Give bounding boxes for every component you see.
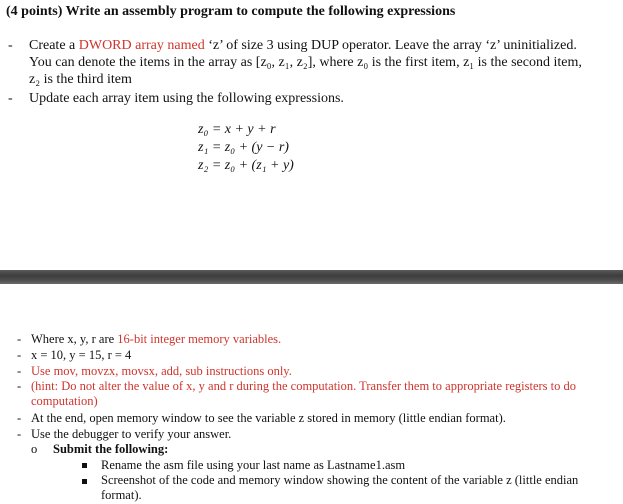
bullet-allowed-instructions: Use mov, movzx, movsx, add, sub instructions only. bbox=[31, 364, 292, 378]
screenshot-line1: Screenshot of the code and memory window showing the content of the variable z (little endian bbox=[101, 473, 579, 487]
bullet-create-array-line1: Create a DWORD array named ‘z’ of size 3 using DUP operator. Leave the array ‘z’ uninitialized. bbox=[29, 38, 577, 53]
bullet-marker: - bbox=[17, 332, 22, 346]
bullet-marker: - bbox=[17, 411, 22, 425]
bullet-update-items: Update each array item using the following expressions. bbox=[29, 91, 344, 106]
submit-item-screenshot bbox=[101, 473, 623, 503]
hint-line2: computation) bbox=[31, 394, 98, 408]
bullet-marker: - bbox=[17, 379, 22, 393]
square-bullet-icon bbox=[82, 463, 87, 468]
bullet-marker: - bbox=[8, 38, 13, 53]
bullet-marker: - bbox=[17, 427, 22, 441]
bullet-marker: - bbox=[17, 348, 22, 362]
bullet-create-array-line2: You can denote the items in the array as [z₀, z₁, z₂], where z₀ is the first item, z₁ is the second item, bbox=[29, 55, 582, 70]
requirements-panel bbox=[0, 284, 623, 504]
screenshot-line2: format). bbox=[101, 488, 142, 502]
bullet-marker: - bbox=[17, 364, 22, 378]
circle-bullet-icon: o bbox=[31, 442, 38, 456]
equation-z2: z₂ = z₀ + (z₁ + y) bbox=[198, 158, 294, 173]
bullet-memory-window: At the end, open memory window to see the variable z stored in memory (little endian format). bbox=[31, 411, 506, 425]
bullet-hint bbox=[31, 379, 623, 409]
bullet-variables: Where x, y, r are 16-bit integer memory variables. bbox=[31, 332, 282, 346]
bullet-marker: - bbox=[8, 91, 13, 106]
dword-array-highlight: DWORD array named bbox=[78, 38, 205, 53]
submit-item-rename: Rename the asm file using your last name as Lastname1.asm bbox=[101, 458, 406, 472]
bullet-create-array bbox=[29, 37, 623, 88]
submit-heading: Submit the following: bbox=[53, 442, 169, 456]
variables-type-highlight: 16-bit integer memory variables. bbox=[117, 332, 282, 346]
hint-line1: (hint: Do not alter the value of x, y and r during the computation. Transfer them to appropriate registers to do bbox=[31, 379, 577, 393]
square-bullet-icon bbox=[82, 479, 87, 484]
equation-z1: z₁ = z₀ + (y − r) bbox=[198, 140, 289, 155]
question-title: (4 points) Write an assembly program to compute the following expressions bbox=[6, 4, 456, 19]
bullet-create-array-line3: z₂ is the third item bbox=[29, 72, 132, 87]
bullet-values: x = 10, y = 15, r = 4 bbox=[31, 348, 132, 362]
equation-z0: z₀ = x + y + r bbox=[198, 122, 276, 137]
section-divider-bar bbox=[0, 270, 623, 284]
bullet-debugger: Use the debugger to verify your answer. bbox=[31, 427, 232, 441]
